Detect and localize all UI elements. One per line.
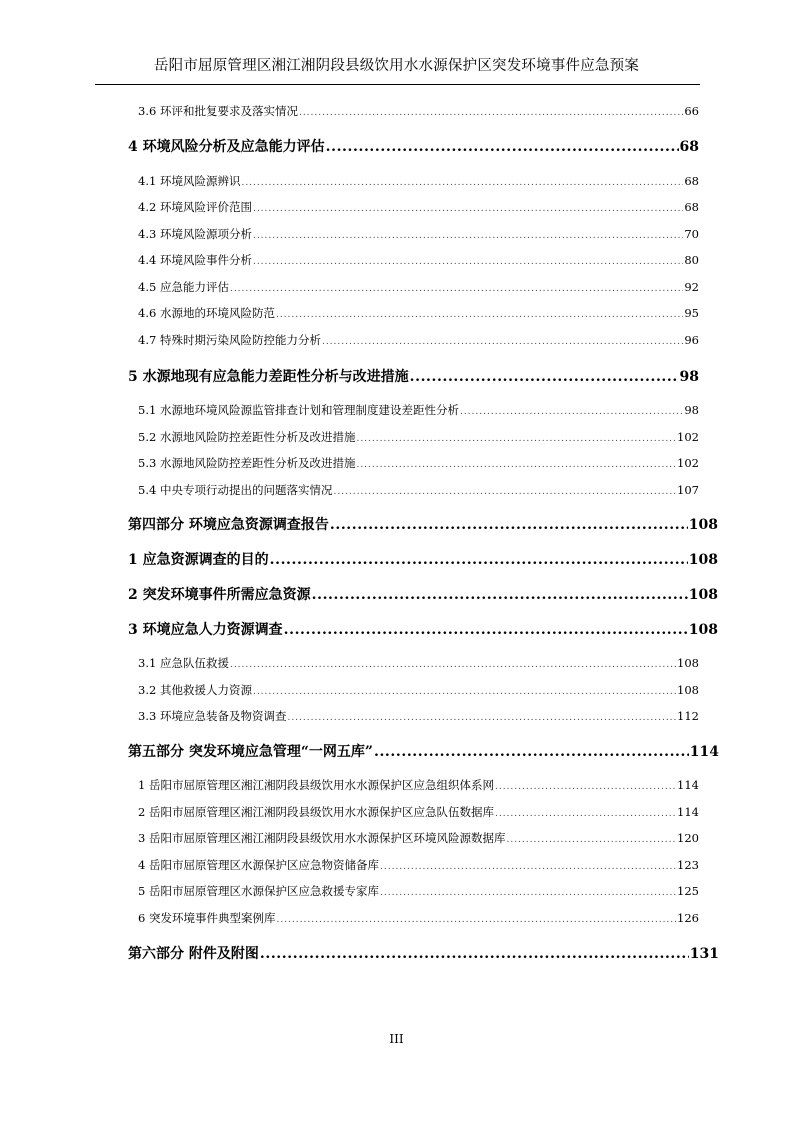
toc-leader — [253, 253, 683, 267]
toc-leader — [495, 778, 676, 792]
toc-entry-title: 4 环境风险分析及应急能力评估 — [128, 139, 325, 155]
toc-entry[interactable] — [138, 482, 699, 498]
toc-leader — [276, 306, 683, 320]
toc-entry-title: 5.4 中央专项行动提出的问题落实情况 — [138, 483, 333, 497]
toc-leader — [333, 483, 676, 497]
toc-leader — [410, 369, 679, 385]
toc-leader — [270, 552, 688, 568]
toc-entry-page: 123 — [677, 858, 699, 872]
toc-entry-page: 70 — [684, 227, 699, 241]
toc-leader — [253, 683, 676, 697]
toc-entry[interactable] — [138, 777, 699, 793]
toc-leader — [326, 139, 679, 155]
toc-entry-title: 第四部分 环境应急资源调查报告 — [128, 517, 329, 533]
toc-entry[interactable] — [138, 655, 699, 671]
toc-entry[interactable] — [138, 429, 699, 445]
toc-entry[interactable] — [128, 943, 719, 963]
toc-entry[interactable] — [138, 804, 699, 820]
toc-entry[interactable] — [138, 226, 699, 242]
toc-entry[interactable] — [128, 584, 718, 604]
toc-leader — [230, 656, 676, 670]
toc-entry[interactable] — [138, 199, 699, 215]
toc-entry-page: 80 — [684, 253, 699, 267]
toc-entry-page: 66 — [684, 104, 699, 118]
toc-leader — [284, 622, 688, 638]
toc-entry-page: 120 — [677, 831, 699, 845]
toc-leader — [460, 403, 683, 417]
toc-entry-title: 2 突发环境事件所需应急资源 — [128, 587, 311, 603]
toc-leader — [299, 104, 683, 118]
toc-entry-title: 4.7 特殊时期污染风险防控能力分析 — [138, 333, 321, 347]
toc-entry[interactable] — [138, 455, 699, 471]
toc-leader — [380, 884, 676, 898]
toc-entry-page: 125 — [677, 884, 699, 898]
document-title: 岳阳市屈原管理区湘江湘阴段县级饮用水水源保护区突发环境事件应急预案 — [153, 58, 640, 74]
toc-entry-title: 4.3 环境风险源项分析 — [138, 227, 252, 241]
toc-leader — [253, 200, 683, 214]
toc-entry-title: 3 环境应急人力资源调查 — [128, 622, 283, 638]
toc-entry[interactable] — [138, 708, 699, 724]
toc-entry-title: 5 水源地现有应急能力差距性分析与改进措施 — [128, 369, 409, 385]
toc-entry-title: 1 岳阳市屈原管理区湘江湘阴段县级饮用水水源保护区应急组织体系网 — [138, 778, 494, 792]
toc-entry-page: 96 — [684, 333, 699, 347]
page-number: III — [389, 1032, 404, 1046]
toc-entry[interactable] — [138, 103, 699, 119]
toc-entry[interactable] — [138, 682, 699, 698]
toc-leader — [260, 946, 689, 962]
toc-entry-page: 68 — [684, 174, 699, 188]
toc-entry-title: 3.6 环评和批复要求及落实情况 — [138, 104, 298, 118]
toc-leader — [312, 587, 688, 603]
toc-leader — [506, 831, 676, 845]
toc-entry-title: 4.6 水源地的环境风险防范 — [138, 306, 275, 320]
toc-entry-page: 126 — [677, 911, 699, 925]
toc-entry-page: 108 — [677, 683, 699, 697]
toc-entry-title: 第五部分 突发环境应急管理“一网五库” — [128, 744, 373, 760]
toc-entry-title: 4 岳阳市屈原管理区水源保护区应急物资储备库 — [138, 858, 379, 872]
toc-entry[interactable] — [138, 402, 699, 418]
toc-entry-title: 3.2 其他救援人力资源 — [138, 683, 252, 697]
toc-entry[interactable] — [138, 173, 699, 189]
toc-entry-page: 108 — [688, 587, 718, 603]
toc-entry-page: 114 — [689, 744, 719, 760]
toc-entry-page: 92 — [684, 280, 699, 294]
toc-entry-page: 107 — [677, 483, 699, 497]
toc-entry-page: 98 — [679, 369, 699, 385]
toc-leader — [356, 456, 676, 470]
toc-entry-page: 108 — [677, 656, 699, 670]
toc-entry-page: 95 — [684, 306, 699, 320]
toc-leader — [276, 911, 676, 925]
toc-leader — [374, 744, 689, 760]
toc-leader — [322, 333, 683, 347]
toc-entry[interactable] — [128, 549, 718, 569]
toc-entry-page: 131 — [689, 946, 719, 962]
toc-entry-title: 5.1 水源地环境风险源监管排查计划和管理制度建设差距性分析 — [138, 403, 459, 417]
toc-entry[interactable] — [128, 366, 699, 386]
toc-entry-title: 5.3 水源地风险防控差距性分析及改进措施 — [138, 456, 356, 470]
toc-entry-title: 5 岳阳市屈原管理区水源保护区应急救援专家库 — [138, 884, 379, 898]
toc-entry-title: 3.3 环境应急装备及物资调查 — [138, 709, 287, 723]
toc-entry[interactable] — [138, 305, 699, 321]
toc-leader — [287, 709, 676, 723]
toc-entry-title: 4.5 应急能力评估 — [138, 280, 229, 294]
toc-entry-page: 112 — [677, 709, 699, 723]
toc-entry[interactable] — [138, 910, 699, 926]
toc-leader — [241, 174, 683, 188]
toc-entry-page: 98 — [684, 403, 699, 417]
toc-entry-page: 114 — [677, 805, 699, 819]
toc-entry-title: 3 岳阳市屈原管理区湘江湘阴段县级饮用水水源保护区环境风险源数据库 — [138, 831, 506, 845]
toc-entry[interactable] — [128, 136, 699, 156]
toc-entry[interactable] — [138, 857, 699, 873]
toc-entry[interactable] — [138, 332, 699, 348]
toc-leader — [330, 517, 688, 533]
toc-entry[interactable] — [138, 279, 699, 295]
toc-leader — [356, 430, 676, 444]
toc-entry-page: 108 — [688, 517, 718, 533]
toc-entry-title: 4.1 环境风险源辨识 — [138, 174, 241, 188]
toc-entry[interactable] — [138, 252, 699, 268]
toc-entry[interactable] — [128, 514, 718, 534]
toc-entry-title: 1 应急资源调查的目的 — [128, 552, 269, 568]
toc-leader — [230, 280, 683, 294]
toc-entry[interactable] — [128, 619, 718, 639]
toc-entry-title: 3.1 应急队伍救援 — [138, 656, 229, 670]
toc-entry-page: 102 — [677, 430, 699, 444]
toc-entry-title: 2 岳阳市屈原管理区湘江湘阴段县级饮用水水源保护区应急队伍数据库 — [138, 805, 494, 819]
toc-entry[interactable] — [138, 883, 699, 899]
toc-entry-title: 4.2 环境风险评价范围 — [138, 200, 252, 214]
toc-entry-page: 102 — [677, 456, 699, 470]
toc-entry[interactable] — [138, 830, 699, 846]
toc-entry[interactable] — [128, 741, 719, 761]
toc-entry-page: 68 — [679, 139, 699, 155]
toc-entry-page: 108 — [688, 552, 718, 568]
toc-entry-page: 108 — [688, 622, 718, 638]
toc-entry-title: 4.4 环境风险事件分析 — [138, 253, 252, 267]
toc-leader — [380, 858, 676, 872]
toc-entry-page: 68 — [684, 200, 699, 214]
toc-entry-title: 第六部分 附件及附图 — [128, 946, 259, 962]
toc-leader — [495, 805, 676, 819]
toc-entry-page: 114 — [677, 778, 699, 792]
toc-entry-title: 5.2 水源地风险防控差距性分析及改进措施 — [138, 430, 356, 444]
toc-leader — [253, 227, 683, 241]
toc-entry-title: 6 突发环境事件典型案例库 — [138, 911, 276, 925]
